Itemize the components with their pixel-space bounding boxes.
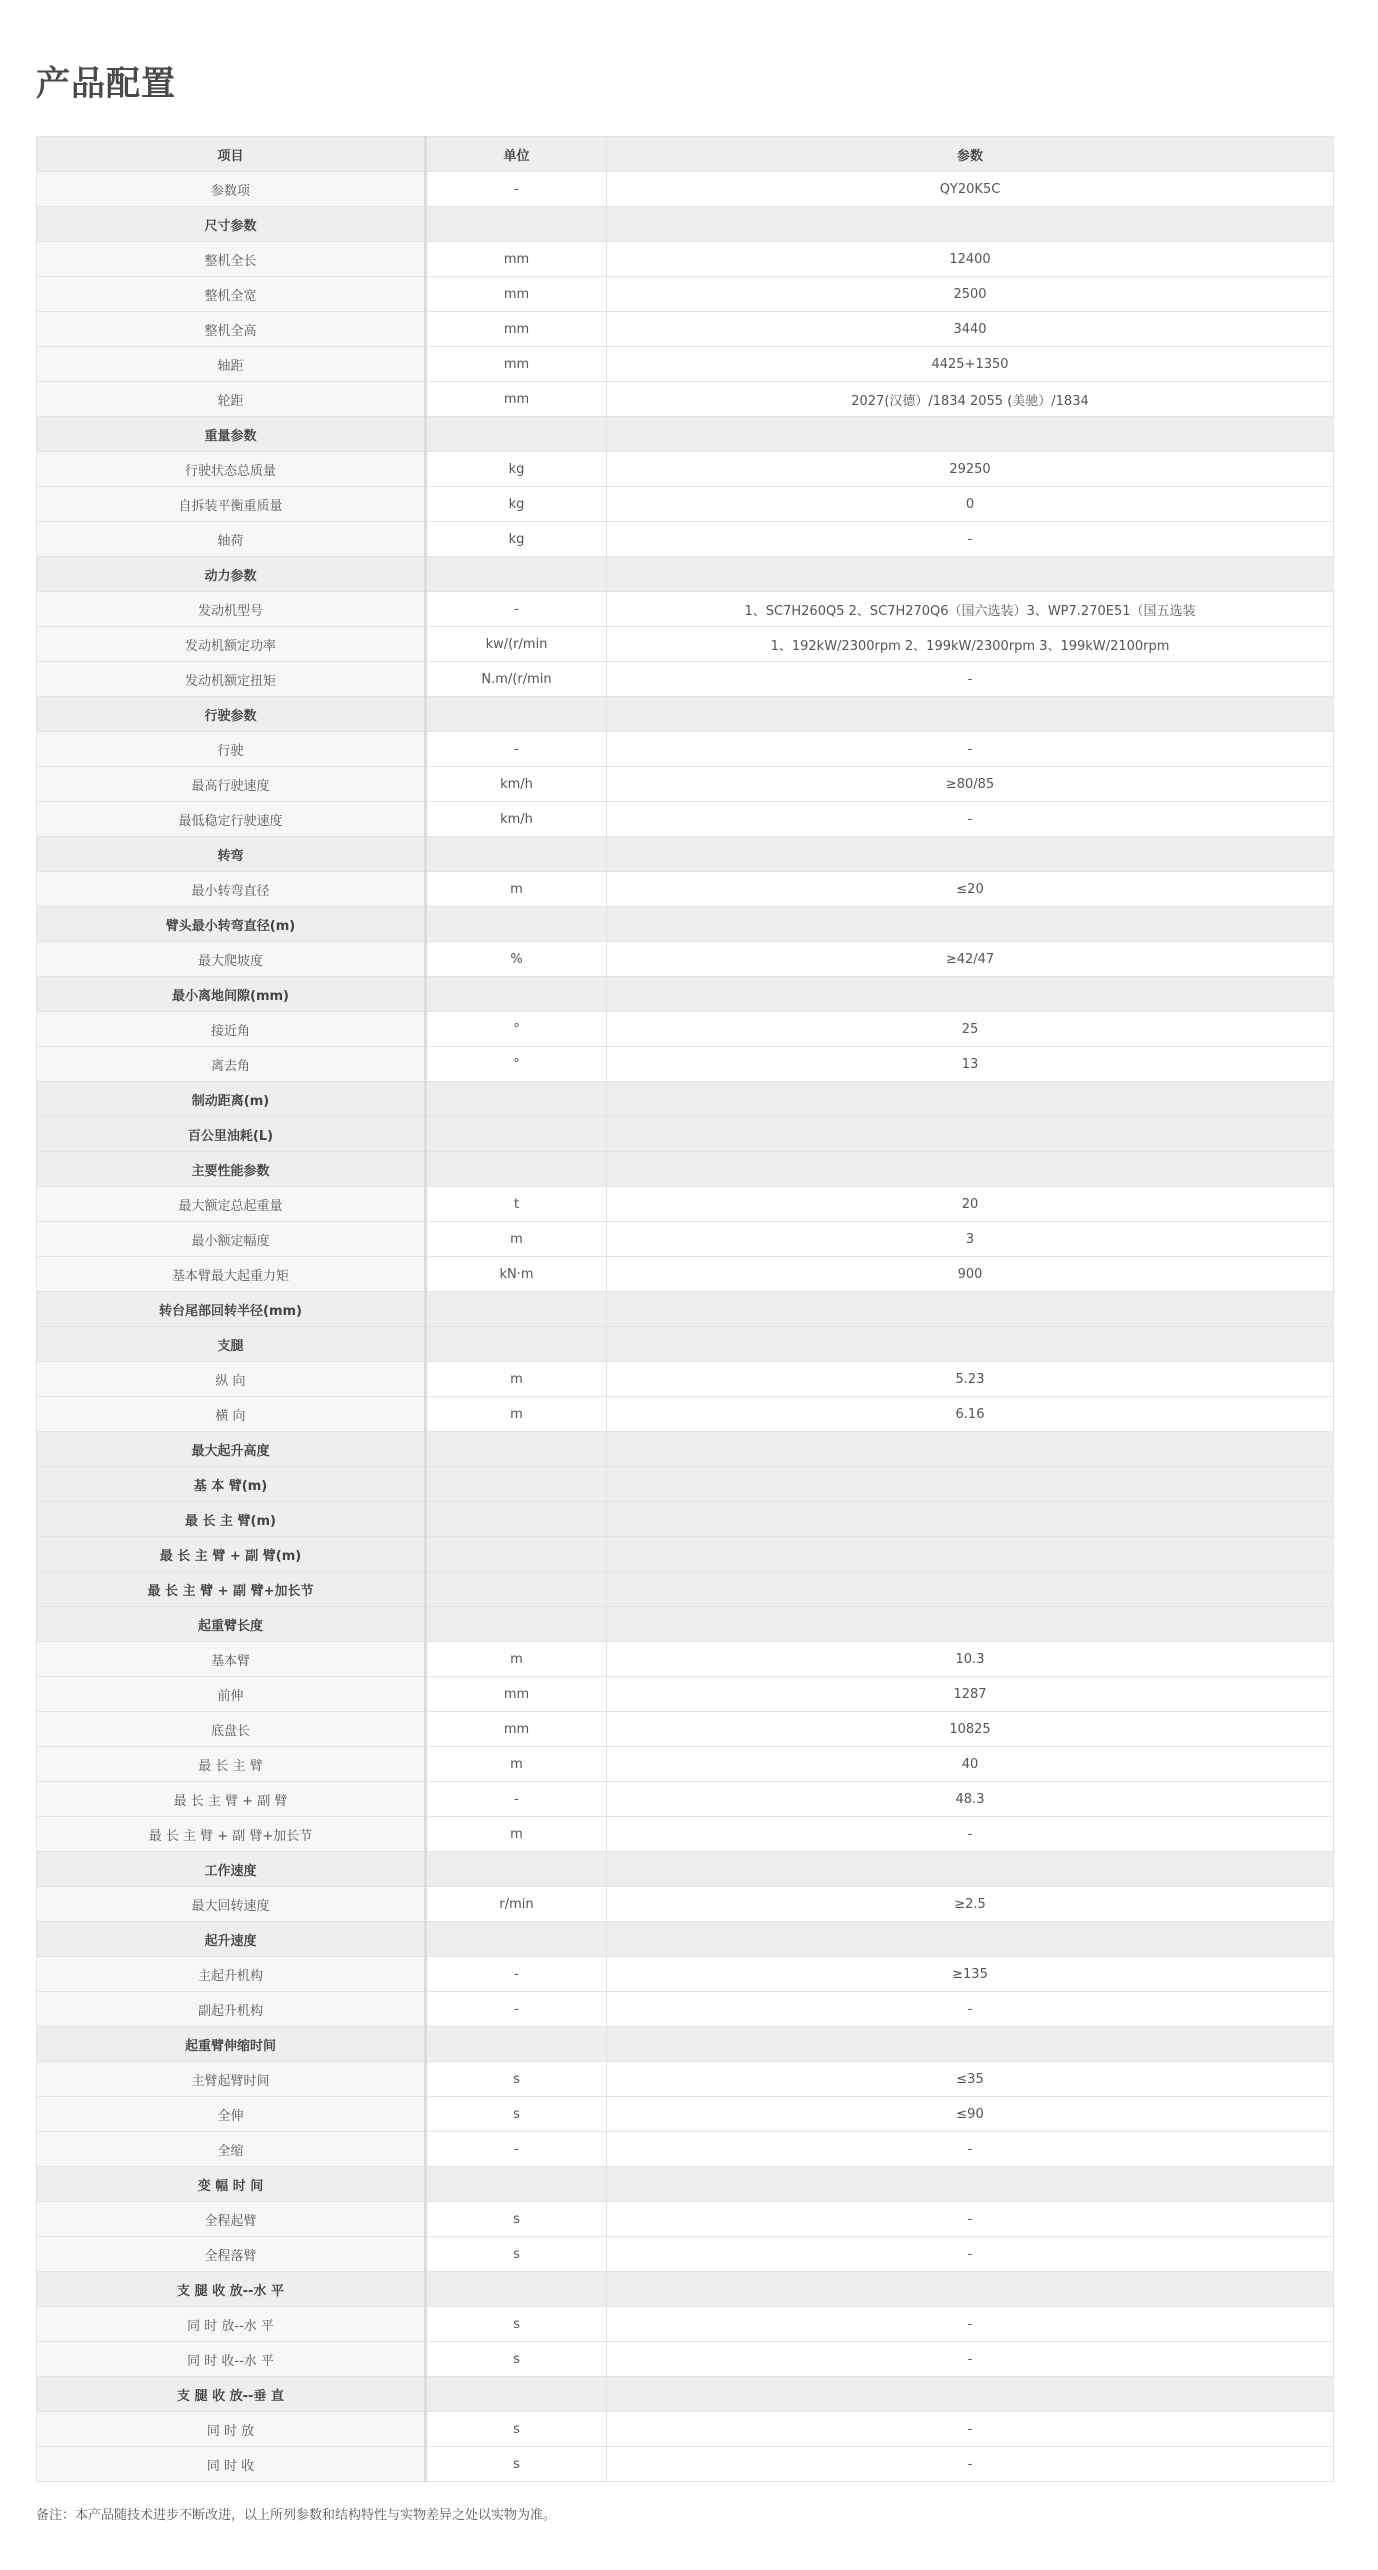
row-value: -: [607, 522, 1334, 557]
row-value: [607, 1607, 1334, 1642]
row-unit: [426, 1432, 607, 1467]
row-value: -: [607, 802, 1334, 837]
table-row: [37, 662, 1334, 697]
row-item-name: 起重臂伸缩时间: [37, 2027, 426, 2062]
row-item-name: 同 时 收: [37, 2447, 426, 2482]
row-item-name: 主起升机构: [37, 1957, 426, 1992]
row-value: [607, 1922, 1334, 1957]
table-section-row: [37, 697, 1334, 732]
row-unit: -: [426, 1782, 607, 1817]
table-section-row: [37, 1432, 1334, 1467]
row-unit: s: [426, 2097, 607, 2132]
row-item-name: 同 时 放: [37, 2412, 426, 2447]
row-item-name: 轴荷: [37, 522, 426, 557]
row-value: 4425+1350: [607, 347, 1334, 382]
row-value: [607, 1572, 1334, 1607]
row-value: 900: [607, 1257, 1334, 1292]
row-item-name: 尺寸参数: [37, 207, 426, 242]
row-value: -: [607, 2412, 1334, 2447]
row-item-name: 最低稳定行驶速度: [37, 802, 426, 837]
row-value: 12400: [607, 242, 1334, 277]
row-item-name: 发动机额定扭矩: [37, 662, 426, 697]
row-unit: kN·m: [426, 1257, 607, 1292]
table-row: [37, 347, 1334, 382]
table-row: [37, 2307, 1334, 2342]
table-row: [37, 1782, 1334, 1817]
row-value: -: [607, 2202, 1334, 2237]
row-unit: [426, 697, 607, 732]
row-value: [607, 1432, 1334, 1467]
table-row: [37, 2062, 1334, 2097]
row-item-name: 支 腿 收 放--垂 直: [37, 2377, 426, 2412]
row-unit: -: [426, 732, 607, 767]
row-item-name: 最小额定幅度: [37, 1222, 426, 1257]
row-value: -: [607, 1817, 1334, 1852]
row-item-name: 最小转弯直径: [37, 872, 426, 907]
row-value: QY20K5C: [607, 172, 1334, 207]
row-item-name: 自拆装平衡重质量: [37, 487, 426, 522]
table-row: [37, 1712, 1334, 1747]
row-item-name: 制动距离(m): [37, 1082, 426, 1117]
row-unit: kg: [426, 487, 607, 522]
row-item-name: 全缩: [37, 2132, 426, 2167]
row-value: 3440: [607, 312, 1334, 347]
table-row: [37, 172, 1334, 207]
row-unit: -: [426, 172, 607, 207]
product-config-table: [36, 136, 1334, 2482]
row-item-name: 参数项: [37, 172, 426, 207]
table-section-row: [37, 1607, 1334, 1642]
row-value: [607, 1327, 1334, 1362]
row-value: [607, 207, 1334, 242]
row-unit: [426, 1292, 607, 1327]
row-unit: [426, 1152, 607, 1187]
row-unit: s: [426, 2237, 607, 2272]
row-unit: m: [426, 1397, 607, 1432]
row-item-name: 横 向: [37, 1397, 426, 1432]
table-section-row: [37, 1292, 1334, 1327]
row-item-name: 最 长 主 臂(m): [37, 1502, 426, 1537]
row-item-name: 最 长 主 臂 + 副 臂+加长节: [37, 1572, 426, 1607]
table-section-row: [37, 1152, 1334, 1187]
row-unit: mm: [426, 1712, 607, 1747]
table-row: [37, 732, 1334, 767]
row-unit: [426, 1117, 607, 1152]
table-section-row: [37, 207, 1334, 242]
row-value: [607, 417, 1334, 452]
row-value: [607, 1152, 1334, 1187]
table-row: [37, 1222, 1334, 1257]
row-unit: m: [426, 1747, 607, 1782]
table-section-row: [37, 1082, 1334, 1117]
row-item-name: 主要性能参数: [37, 1152, 426, 1187]
table-section-row: [37, 1537, 1334, 1572]
row-value: 2500: [607, 277, 1334, 312]
row-unit: [426, 2377, 607, 2412]
row-item-name: 转台尾部回转半径(mm): [37, 1292, 426, 1327]
row-item-name: 全程落臂: [37, 2237, 426, 2272]
table-row: [37, 1992, 1334, 2027]
row-unit: [426, 1537, 607, 1572]
table-section-row: [37, 2167, 1334, 2202]
row-unit: [426, 977, 607, 1012]
row-unit: °: [426, 1012, 607, 1047]
row-value: [607, 1537, 1334, 1572]
row-value: ≤90: [607, 2097, 1334, 2132]
row-value: 25: [607, 1012, 1334, 1047]
row-item-name: 底盘长: [37, 1712, 426, 1747]
table-section-row: [37, 2377, 1334, 2412]
row-unit: °: [426, 1047, 607, 1082]
row-unit: [426, 1467, 607, 1502]
row-value: [607, 2272, 1334, 2307]
row-value: ≥2.5: [607, 1887, 1334, 1922]
row-value: [607, 977, 1334, 1012]
table-row: [37, 2237, 1334, 2272]
row-unit: m: [426, 1642, 607, 1677]
row-unit: -: [426, 1957, 607, 1992]
table-section-row: [37, 417, 1334, 452]
row-item-name: 全程起臂: [37, 2202, 426, 2237]
row-unit: m: [426, 1817, 607, 1852]
row-unit: kw/(r/min: [426, 627, 607, 662]
row-unit: m: [426, 1362, 607, 1397]
row-value: [607, 837, 1334, 872]
row-item-name: 前伸: [37, 1677, 426, 1712]
row-unit: [426, 1607, 607, 1642]
table-row: [37, 2412, 1334, 2447]
row-value: [607, 2377, 1334, 2412]
row-value: 1287: [607, 1677, 1334, 1712]
row-unit: km/h: [426, 802, 607, 837]
row-unit: m: [426, 872, 607, 907]
column-header-value: 参数: [607, 137, 1334, 172]
table-row: [37, 802, 1334, 837]
row-item-name: 基 本 臂(m): [37, 1467, 426, 1502]
row-item-name: 起升速度: [37, 1922, 426, 1957]
table-row: [37, 522, 1334, 557]
row-unit: %: [426, 942, 607, 977]
row-item-name: 臂头最小转弯直径(m): [37, 907, 426, 942]
row-unit: s: [426, 2412, 607, 2447]
table-row: [37, 1747, 1334, 1782]
table-section-row: [37, 1572, 1334, 1607]
row-value: [607, 907, 1334, 942]
table-row: [37, 242, 1334, 277]
row-unit: s: [426, 2307, 607, 2342]
row-item-name: 副起升机构: [37, 1992, 426, 2027]
table-section-row: [37, 1327, 1334, 1362]
page-title: 产品配置: [36, 64, 176, 104]
table-section-row: [37, 1502, 1334, 1537]
row-item-name: 基本臂最大起重力矩: [37, 1257, 426, 1292]
table-row: [37, 312, 1334, 347]
row-value: 1、SC7H260Q5 2、SC7H270Q6（国六选装）3、WP7.270E51（国五选装: [607, 592, 1334, 627]
row-unit: kg: [426, 522, 607, 557]
table-row: [37, 2132, 1334, 2167]
row-item-name: 纵 向: [37, 1362, 426, 1397]
row-item-name: 同 时 收--水 平: [37, 2342, 426, 2377]
row-item-name: 百公里油耗(L): [37, 1117, 426, 1152]
table-row: [37, 1817, 1334, 1852]
table-section-row: [37, 977, 1334, 1012]
table-header-row: [37, 137, 1334, 172]
table-row: [37, 1362, 1334, 1397]
row-unit: -: [426, 592, 607, 627]
row-unit: -: [426, 2132, 607, 2167]
row-value: [607, 697, 1334, 732]
row-item-name: 最 长 主 臂: [37, 1747, 426, 1782]
row-unit: [426, 1922, 607, 1957]
row-value: [607, 2167, 1334, 2202]
row-value: [607, 1292, 1334, 1327]
row-unit: km/h: [426, 767, 607, 802]
row-unit: s: [426, 2447, 607, 2482]
row-unit: mm: [426, 277, 607, 312]
table-row: [37, 1677, 1334, 1712]
row-item-name: 轮距: [37, 382, 426, 417]
row-value: 6.16: [607, 1397, 1334, 1432]
row-unit: mm: [426, 1677, 607, 1712]
row-value: 0: [607, 487, 1334, 522]
row-value: 10825: [607, 1712, 1334, 1747]
row-value: 20: [607, 1187, 1334, 1222]
row-unit: [426, 1327, 607, 1362]
row-unit: s: [426, 2062, 607, 2097]
table-body: [37, 172, 1334, 2482]
row-unit: kg: [426, 452, 607, 487]
row-value: [607, 2027, 1334, 2062]
row-unit: mm: [426, 347, 607, 382]
row-item-name: 离去角: [37, 1047, 426, 1082]
row-item-name: 最大额定总起重量: [37, 1187, 426, 1222]
row-value: [607, 1082, 1334, 1117]
row-value: -: [607, 1992, 1334, 2027]
row-item-name: 发动机型号: [37, 592, 426, 627]
table-row: [37, 872, 1334, 907]
row-item-name: 行驶: [37, 732, 426, 767]
row-unit: [426, 2027, 607, 2062]
row-unit: -: [426, 1992, 607, 2027]
row-item-name: 变 幅 时 间: [37, 2167, 426, 2202]
row-item-name: 最大回转速度: [37, 1887, 426, 1922]
row-item-name: 整机全宽: [37, 277, 426, 312]
row-unit: s: [426, 2202, 607, 2237]
row-value: ≥80/85: [607, 767, 1334, 802]
table-row: [37, 1642, 1334, 1677]
row-item-name: 同 时 放--水 平: [37, 2307, 426, 2342]
row-item-name: 整机全长: [37, 242, 426, 277]
row-item-name: 重量参数: [37, 417, 426, 452]
row-value: 40: [607, 1747, 1334, 1782]
row-unit: [426, 2272, 607, 2307]
row-unit: s: [426, 2342, 607, 2377]
row-item-name: 最高行驶速度: [37, 767, 426, 802]
row-item-name: 轴距: [37, 347, 426, 382]
table-row: [37, 2202, 1334, 2237]
table-section-row: [37, 2027, 1334, 2062]
row-item-name: 主臂起臂时间: [37, 2062, 426, 2097]
row-value: -: [607, 662, 1334, 697]
row-value: -: [607, 2342, 1334, 2377]
row-value: 2027(汉德）/1834 2055 (美驰）/1834: [607, 382, 1334, 417]
table-row: [37, 1047, 1334, 1082]
row-item-name: 最 长 主 臂 + 副 臂(m): [37, 1537, 426, 1572]
row-unit: mm: [426, 242, 607, 277]
row-item-name: 转弯: [37, 837, 426, 872]
row-item-name: 最大爬坡度: [37, 942, 426, 977]
table-row: [37, 1257, 1334, 1292]
row-unit: [426, 1082, 607, 1117]
table-row: [37, 627, 1334, 662]
table-section-row: [37, 2272, 1334, 2307]
table-section-row: [37, 1922, 1334, 1957]
row-unit: [426, 557, 607, 592]
row-item-name: 接近角: [37, 1012, 426, 1047]
row-item-name: 基本臂: [37, 1642, 426, 1677]
table-row: [37, 487, 1334, 522]
row-item-name: 最 长 主 臂 + 副 臂: [37, 1782, 426, 1817]
table-section-row: [37, 557, 1334, 592]
row-item-name: 支 腿 收 放--水 平: [37, 2272, 426, 2307]
table-row: [37, 942, 1334, 977]
row-value: -: [607, 732, 1334, 767]
row-value: 5.23: [607, 1362, 1334, 1397]
row-value: [607, 1467, 1334, 1502]
row-unit: mm: [426, 312, 607, 347]
row-value: 48.3: [607, 1782, 1334, 1817]
table-section-row: [37, 1467, 1334, 1502]
table-row: [37, 2447, 1334, 2482]
row-value: [607, 1117, 1334, 1152]
row-value: 13: [607, 1047, 1334, 1082]
table-row: [37, 2342, 1334, 2377]
row-unit: mm: [426, 382, 607, 417]
table-row: [37, 767, 1334, 802]
row-unit: [426, 417, 607, 452]
table-section-row: [37, 1117, 1334, 1152]
column-header-item: 项目: [37, 137, 426, 172]
row-unit: N.m/(r/min: [426, 662, 607, 697]
row-value: -: [607, 2132, 1334, 2167]
table-section-row: [37, 907, 1334, 942]
row-item-name: 行驶状态总质量: [37, 452, 426, 487]
row-value: [607, 1502, 1334, 1537]
footnote: 备注：本产品随技术进步不断改进，以上所列参数和结构特性与实物差异之处以实物为准。: [36, 2508, 557, 2523]
table-row: [37, 1887, 1334, 1922]
row-value: [607, 1852, 1334, 1887]
row-value: -: [607, 2447, 1334, 2482]
table-row: [37, 1187, 1334, 1222]
row-value: 29250: [607, 452, 1334, 487]
row-item-name: 最小离地间隙(mm): [37, 977, 426, 1012]
table-row: [37, 1957, 1334, 1992]
row-item-name: 发动机额定功率: [37, 627, 426, 662]
table-row: [37, 592, 1334, 627]
row-item-name: 动力参数: [37, 557, 426, 592]
row-unit: [426, 1572, 607, 1607]
row-value: [607, 557, 1334, 592]
column-header-unit: 单位: [426, 137, 607, 172]
row-unit: [426, 907, 607, 942]
row-unit: t: [426, 1187, 607, 1222]
table-row: [37, 277, 1334, 312]
row-item-name: 最大起升高度: [37, 1432, 426, 1467]
row-value: 10.3: [607, 1642, 1334, 1677]
table-row: [37, 2097, 1334, 2132]
row-item-name: 起重臂长度: [37, 1607, 426, 1642]
row-item-name: 工作速度: [37, 1852, 426, 1887]
row-unit: [426, 207, 607, 242]
row-value: ≤20: [607, 872, 1334, 907]
row-unit: r/min: [426, 1887, 607, 1922]
table-section-row: [37, 837, 1334, 872]
row-value: 1、192kW/2300rpm 2、199kW/2300rpm 3、199kW/2100rpm: [607, 627, 1334, 662]
row-item-name: 整机全高: [37, 312, 426, 347]
row-unit: [426, 837, 607, 872]
table-row: [37, 1012, 1334, 1047]
row-item-name: 行驶参数: [37, 697, 426, 732]
row-unit: m: [426, 1222, 607, 1257]
row-value: ≥135: [607, 1957, 1334, 1992]
row-value: -: [607, 2237, 1334, 2272]
table-row: [37, 1397, 1334, 1432]
row-value: ≤35: [607, 2062, 1334, 2097]
row-item-name: 最 长 主 臂 + 副 臂+加长节: [37, 1817, 426, 1852]
row-item-name: 全伸: [37, 2097, 426, 2132]
table-row: [37, 382, 1334, 417]
row-unit: [426, 1852, 607, 1887]
table-section-row: [37, 1852, 1334, 1887]
row-unit: [426, 1502, 607, 1537]
row-value: ≥42/47: [607, 942, 1334, 977]
row-unit: [426, 2167, 607, 2202]
row-item-name: 支腿: [37, 1327, 426, 1362]
table-row: [37, 452, 1334, 487]
row-value: 3: [607, 1222, 1334, 1257]
row-value: -: [607, 2307, 1334, 2342]
